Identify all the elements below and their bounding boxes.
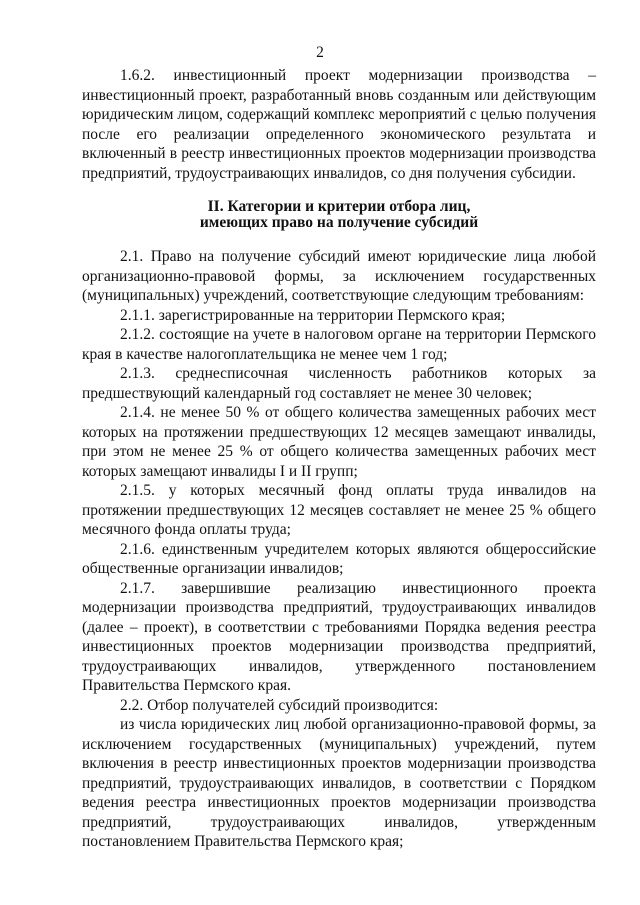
page-number: 2	[316, 44, 324, 61]
section-heading	[82, 199, 596, 231]
paragraph-2-1-6: 2.1.6. единственным учредителем которых являются общероссийские общественные организации инвалидов;	[82, 540, 596, 577]
paragraph-2-1-1: 2.1.1. зарегистрированные на территории Пермского края;	[120, 306, 506, 324]
paragraph-2-1-5: 2.1.5. у которых месячный фонд оплаты труда инвалидов на протяжении предшествующих 12 месяцев составляет не менее 25 % общего месячного фонда оплаты труда;	[82, 482, 596, 538]
paragraph-2-1-3: 2.1.3. среднесписочная численность работников которых за предшествующий календарный год составляет не менее 30 человек;	[82, 365, 596, 402]
paragraph-1-6-2: 1.6.2. инвестиционный проект модернизации производства – инвестиционный проект, разработанный вновь созданным или действующим юридическим лицом, содержащий комплекс мероприятий с целью получения после его реализации определенного экономического результата и включенный в реестр инвестиционных проектов модернизации производства предприятий, трудоустраивающих инвалидов, со дня получения субсидии.	[82, 67, 596, 182]
section-title-line-1: II. Категории и критерии отбора лиц,	[207, 198, 471, 215]
document-body	[82, 66, 596, 852]
paragraph-2-1-7: 2.1.7. завершившие реализацию инвестиционного проекта модернизации производства предприятий, трудоустраивающих инвалидов (далее – проект), в соответствии с требованиями Порядка ведения реестра инвестиционных проектов модернизации производства предприятий, трудоустраивающих инвалидов, утвержденного постановлением Правительства Пермского края.	[82, 579, 596, 694]
paragraph-2-2: 2.2. Отбор получателей субсидий производится:	[120, 696, 439, 714]
paragraph-2-1-4: 2.1.4. не менее 50 % от общего количества замещенных рабочих мест которых на протяжении предшествующих 12 месяцев замещают инвалиды, при этом не менее 25 % от общего количества замещенных рабочих мест которых замещают инвалиды I и II групп;	[82, 404, 596, 480]
paragraph-2-1: 2.1. Право на получение субсидий имеют юридические лица любой организационно-правовой формы, за исключением государственных (муниципальных) учреждений, соответствующие следующим требованиям:	[82, 248, 596, 304]
paragraph-2-1-2: 2.1.2. состоящие на учете в налоговом органе на территории Пермского края в качестве налогоплательщика не менее чем 1 год;	[82, 326, 596, 363]
section-title-line-2: имеющих право на получение субсидий	[199, 214, 479, 231]
paragraph-2-2-text: из числа юридических лиц любой организационно-правовой формы, за исключением государственных (муниципальных) учреждений, путем включения в реестр инвестиционных проектов модернизации производства предприятий, трудоустраивающих инвалидов, в соответствии с Порядком ведения реестра инвестиционных проектов модернизации производства предприятий, трудоустраивающих инвалидов, утвержденным постановлением Правительства Пермского края;	[82, 716, 596, 850]
